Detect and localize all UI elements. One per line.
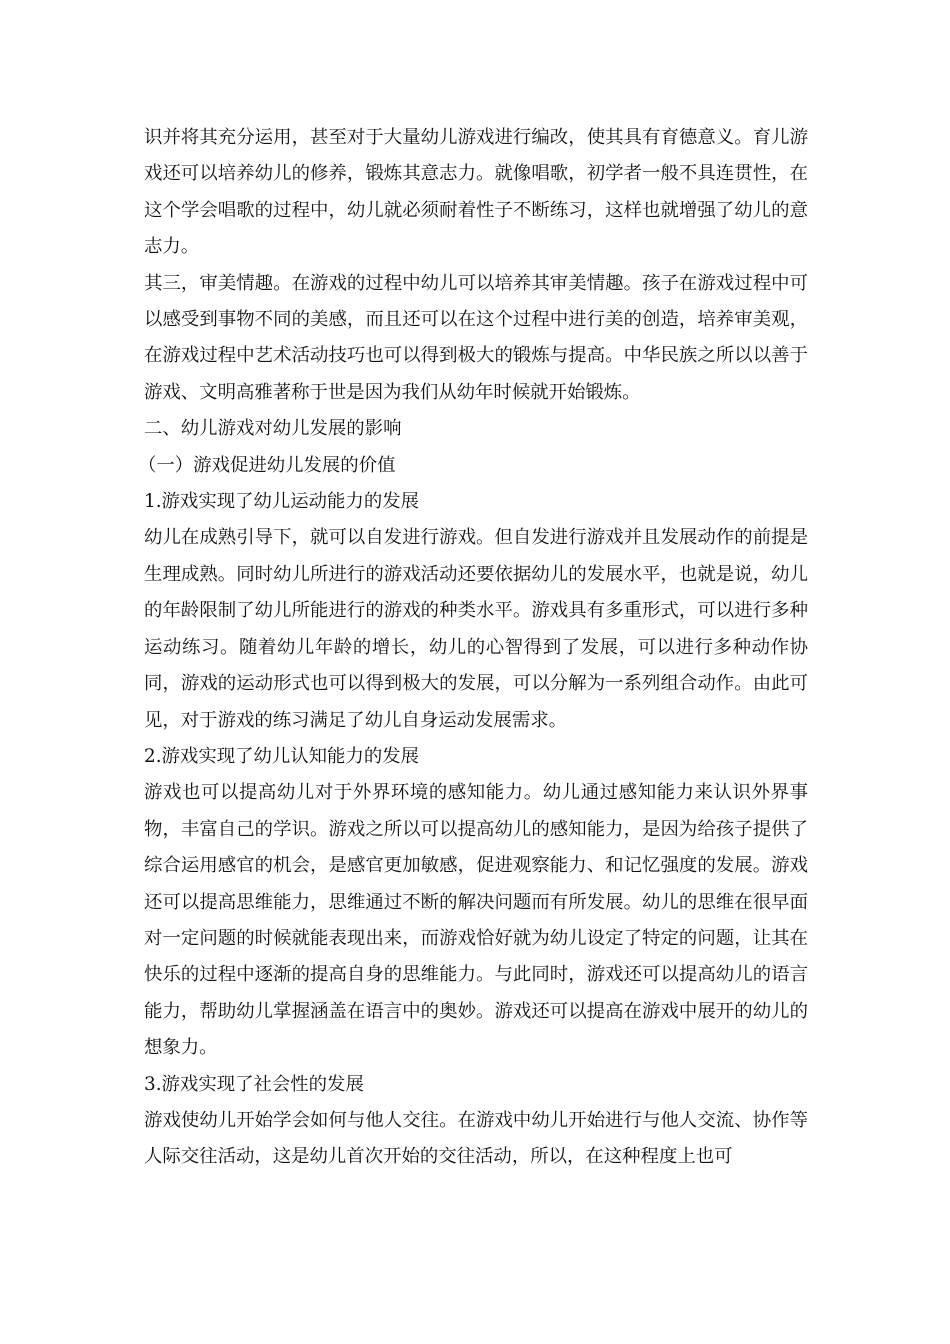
item-heading-1: 1.游戏实现了幼儿运动能力的发展 <box>144 491 420 513</box>
paragraph-aesthetic-taste: 其三，审美情趣。在游戏的过程中幼儿可以培养其审美情趣。孩子在游戏过程中可以感受到事物不同的美感，而且还可以在这个过程中进行美的创造，培养审美观，在游戏过程中艺术活动技巧也可以得到极大的锻炼与提高。中华民族之所以以善于游戏、文明高雅著称于世是因为我们从幼年时候就开始锻炼。 <box>144 272 808 403</box>
subsection-heading-1: （一）游戏促进幼儿发展的价值 <box>138 454 396 476</box>
paragraph-social-development: 游戏使幼儿开始学会如何与他人交往。在游戏中幼儿开始进行与他人交流、协作等人际交往活动，这是幼儿首次开始的交往活动，所以，在这种程度上也可 <box>144 1109 808 1168</box>
paragraph-nurturing-significance: 识并将其充分运用，甚至对于大量幼儿游戏进行编改，使其具有育德意义。育儿游戏还可以培养幼儿的修养，锻炼其意志力。就像唱歌，初学者一般不具连贯性，在这个学会唱歌的过程中，幼儿就必须耐着性子不断练习，这样也就增强了幼儿的意志力。 <box>144 127 808 258</box>
item-heading-2: 2.游戏实现了幼儿认知能力的发展 <box>144 745 420 767</box>
paragraph-cognitive-ability: 游戏也可以提高幼儿对于外界环境的感知能力。幼儿通过感知能力来认识外界事物，丰富自己的学识。游戏之所以可以提高幼儿的感知能力，是因为给孩子提供了综合运用感官的机会，是感官更加敏感，促进观察能力、和记忆强度的发展。游戏还可以提高思维能力，思维通过不断的解决问题而有所发展。幼儿的思维在很早面对一定问题的时候就能表现出来，而游戏恰好就为幼儿设定了特定的问题，让其在快乐的过程中逐渐的提高自身的思维能力。与此同时，游戏还可以提高幼儿的语言能力，帮助幼儿掌握涵盖在语言中的奥妙。游戏还可以提高在游戏中展开的幼儿的想象力。 <box>144 782 808 1059</box>
item-heading-3: 3.游戏实现了社会性的发展 <box>144 1073 364 1095</box>
section-heading-2: 二、幼儿游戏对幼儿发展的影响 <box>144 418 402 440</box>
document-page <box>138 120 808 1176</box>
paragraph-motor-ability: 幼儿在成熟引导下，就可以自发进行游戏。但自发进行游戏并且发展动作的前提是生理成熟。同时幼儿所进行的游戏活动还要依据幼儿的发展水平，也就是说，幼儿的年龄限制了幼儿所能进行的游戏的种类水平。游戏具有多重形式，可以进行多种运动练习。随着幼儿年龄的增长，幼儿的心智得到了发展，可以进行多种动作协同，游戏的运动形式也可以得到极大的发展，可以分解为一系列组合动作。由此可见，对于游戏的练习满足了幼儿自身运动发展需求。 <box>144 527 808 731</box>
